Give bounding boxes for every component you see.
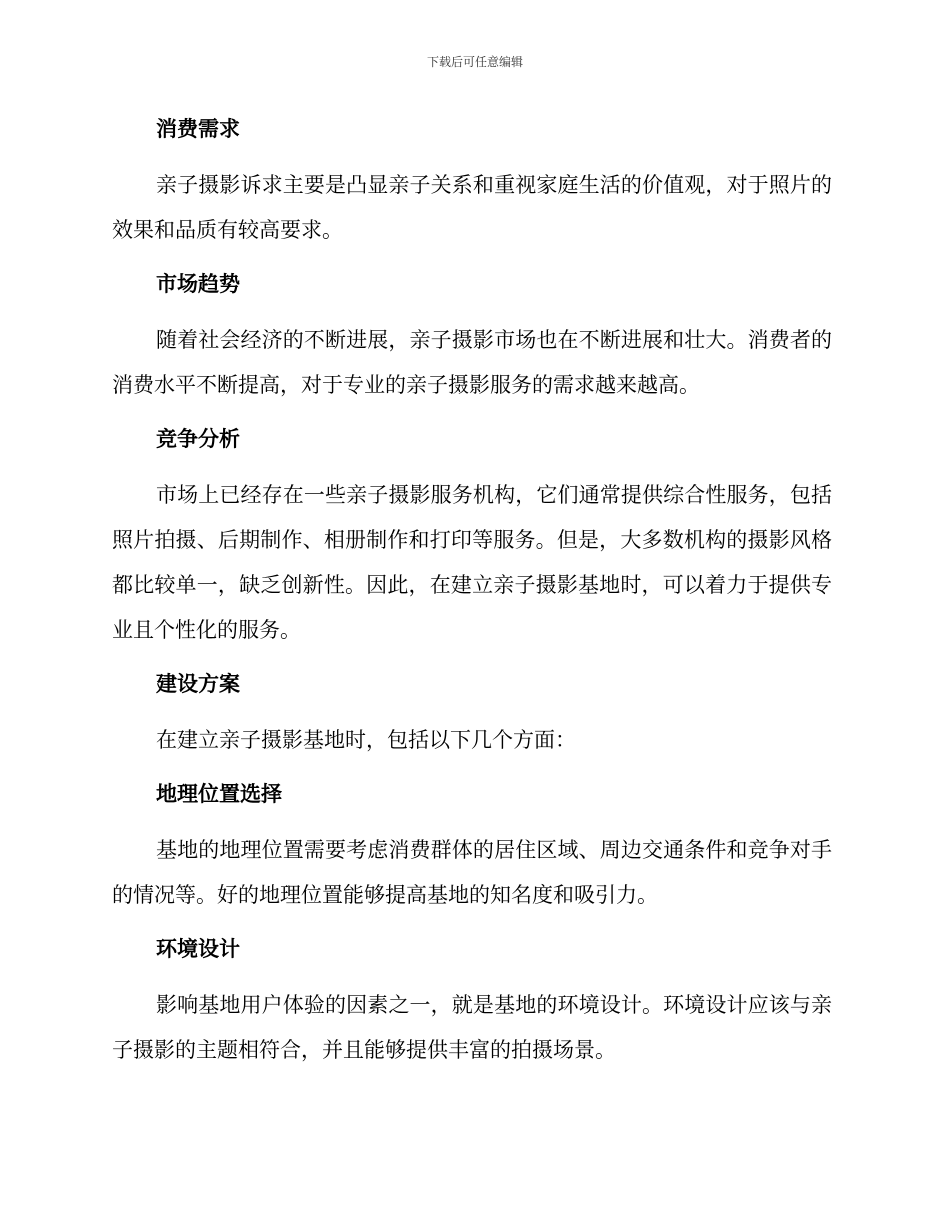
section-heading-market-trend: 市场趋势 [156, 272, 240, 296]
section-heading-location-selection: 地理位置选择 [156, 782, 282, 806]
section-paragraph-consumer-demand: 亲子摄影诉求主要是凸显亲子关系和重视家庭生活的价值观，对于照片的效果和品质有较高要求。 [112, 173, 832, 242]
section-paragraph-location-selection: 基地的地理位置需要考虑消费群体的居住区域、周边交通条件和竞争对手的情况等。好的地理位置能够提高基地的知名度和吸引力。 [112, 838, 832, 907]
section-paragraph-environment-design: 影响基地用户体验的因素之一，就是基地的环境设计。环境设计应该与亲子摄影的主题相符合，并且能够提供丰富的拍摄场景。 [112, 993, 832, 1062]
section-heading-competition-analysis: 竞争分析 [156, 427, 240, 451]
section-heading-consumer-demand: 消费需求 [156, 117, 240, 141]
section-paragraph-market-trend: 随着社会经济的不断进展，亲子摄影市场也在不断进展和壮大。消费者的消费水平不断提高，对于专业的亲子摄影服务的需求越来越高。 [112, 328, 832, 397]
header-note: 下载后可任意编辑 [426, 55, 523, 69]
section-heading-construction-plan: 建设方案 [156, 672, 240, 696]
section-paragraph-construction-plan: 在建立亲子摄影基地时，包括以下几个方面： [156, 728, 576, 752]
document-body [112, 110, 832, 1073]
section-heading-environment-design: 环境设计 [156, 937, 240, 961]
section-paragraph-competition-analysis: 市场上已经存在一些亲子摄影服务机构，它们通常提供综合性服务，包括照片拍摄、后期制作、相册制作和打印等服务。但是，大多数机构的摄影风格都比较单一，缺乏创新性。因此，在建立亲子摄影基地时，可以着力于提供专业且个性化的服务。 [112, 483, 832, 642]
